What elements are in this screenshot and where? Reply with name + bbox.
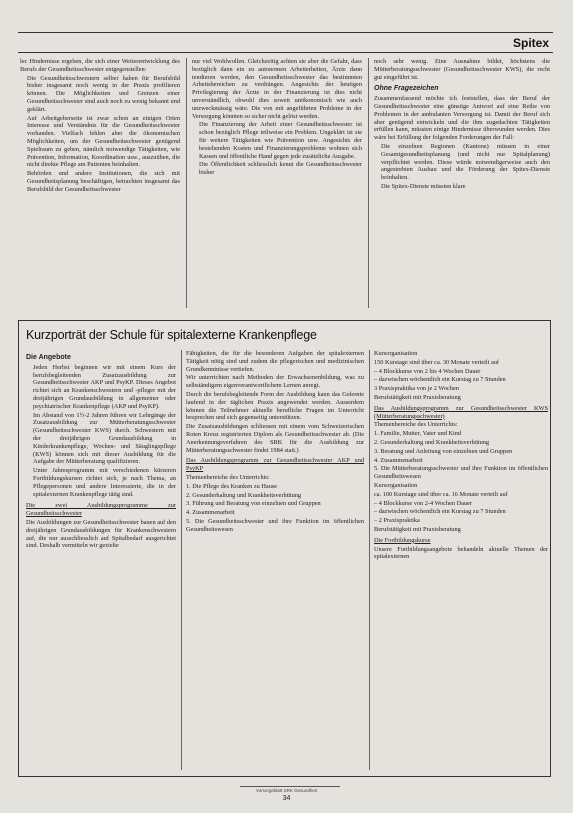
article-column-2 (192, 58, 362, 310)
list-item: – dazwischen wöchentlich ein Kurstag zu 7 Stunden (374, 376, 506, 384)
paragraph: noch sehr wenig. Eine Ausnahme bildet, höchstens die Mütterberatungsschwester (Gesundheitsschwester KWS), die recht gut eingeführt ist. (374, 58, 550, 81)
list-item: • Die Gesundheitsschwestern selber haben für Berufsbild bisher insgesamt noch wenig in der Praxis profilieren können. Die Möglichkeiten und Grenzen einer Gesundheitsschwester sind auch noch zu wenig bekannt und geklärt. (27, 75, 180, 114)
paragraph: Wir unterrichten nach Methoden der Erwachsenenbildung, was zu selbständigem eigenverantwortlichem Lernen anregt. (186, 374, 364, 390)
paragraph: Durch die berufsbegleitende Form der Ausbildung kann das Gelernte laufend in der täglichen Praxis angewendet werden. Ausserdem können die Teilnehmer aktuelle berufliche Fragen im Unterricht besprechen und sich gegenseitig unterstützen. (186, 390, 364, 422)
list-item: – dazwischen wöchentlich ein Kurstag zu 7 Stunden (374, 508, 506, 516)
list-item: • Im Abstand von 1½-2 Jahren führen wir Lehrgänge der Zusatzausbildung zur Mütterberatungsschwester (Gesundheitsschwester KWS) durch. Schwestern mit der dreijährigen Grundausbildung in Kinderkrankenpflege, Wochen- und Säuglingspflege (KWS) können sich mit dieser Ausbildung für die Aufgabe der Mütterberatung qualifizieren. (33, 412, 176, 467)
bullet-list (374, 143, 550, 191)
list-item: – 4 Blockkurse von 2 bis 4 Wochen Dauer (374, 367, 481, 375)
list-item: – 4 Blockkurse von 2-4 Wochen Dauer (374, 499, 473, 507)
box-column-2 (186, 350, 364, 770)
box-title: Kurzporträt der Schule für spitalexterne Krankenpflege (26, 328, 317, 342)
subheading: Das Ausbildungsprogramm zur Gesundheitsschwester KWS (Mütterberatungsschwester) (374, 404, 548, 420)
paragraph: Unsere Fortbildungsangebote behandeln aktuelle Themen der spitalexternen (374, 545, 548, 561)
bullet-list (20, 75, 180, 194)
footer-rule (240, 786, 340, 787)
column-divider (181, 350, 182, 770)
list-item: 2. Gesunderhaltung und Krankheitsverhütung (374, 438, 490, 446)
list-item: – 2 Praxispraktika (374, 517, 420, 525)
subheading: Das Ausbildungsprogramm zur Gesundheitsschwester AKP und PsyKP (186, 457, 364, 473)
list-item: 1. Die Pflege des Kranken zu Hause (186, 482, 278, 490)
paragraph: Die Ausbildungen zur Gesundheitsschwester bauen auf den dreijährigen Grundausbildungen für Krankenschwestern auf, die nur ausschliesslich auf Spitalbedarf ausgerichtet sind. Deshalb vermitteln wir gezielte (26, 518, 176, 550)
list-item: • Jeden Herbst beginnen wir mit einem Kurs der berufsbegleitenden Zusatzausbildung zur Gesundheitsschwester AKP und PsyKP. Dieses Angebot richtet sich an Krankenschwestern und -pfleger mit der dreijährigen Grundausbildung in allgemeiner oder psychiatrischer Krankenpflege (AKP und PsyKP). (33, 364, 176, 411)
footer-note: Vorsorgeblatt SRK Gesundheit (255, 788, 318, 793)
list-item: 5. Die Mütterberatungsschwester und ihre Funktion im öffentlichen Gesundheitswesen (374, 465, 548, 481)
list-item: Berufstätigkeit mit Praxisberatung (374, 525, 461, 533)
list-item: • Die Öffentlichkeit schliesslich kennt die Gesundheitsschwester bisher (199, 161, 362, 177)
bullet-list (192, 121, 362, 177)
list-item: 1. Familie, Mutter, Vater und Kind (374, 430, 462, 438)
list-item: • Behörden und andere Institutionen, die sich mit Gesundheitsplanung beschäftigen, betrachten insgesamt das Berufsbild der Gesundheitsschwester (27, 170, 180, 193)
column-divider (368, 58, 369, 308)
bullet-list (26, 364, 176, 499)
list-item: • Die Spitex-Dienste müssten klare (381, 183, 550, 191)
subheading: Die zwei Ausbildungsprogramme zur Gesundheitsschwester (26, 502, 176, 518)
box-column-3 (374, 350, 548, 770)
column-divider (186, 58, 187, 308)
article-column-1 (20, 58, 180, 310)
list-item: 150 Kurstage sind über ca. 30 Monate verteilt auf (374, 358, 500, 366)
list-item: 3. Beratung und Anleitung von einzelnen und Gruppen (374, 447, 513, 455)
subheading: Die Fortbildungskurse (374, 536, 431, 544)
list-item: 3. Führung und Beratung von einzelnen und Gruppen (186, 500, 321, 508)
paragraph: Die Zusatzausbildungen schliessen mit einem vom Schweizerischen Roten Kreuz registrierten Diplom als Gesundheitsschwester ab. (Die Anerkennungsverfahren des SRK für die Ausbildung zur Mütterberatungsschwester findet 1984 statt.) (186, 423, 364, 454)
subheading: Ohne Fragezeichen (374, 85, 439, 93)
paragraph: nur viel Wohlwollen. Gleichzeitig achten sie aber die Gefahr, dass bezüglich dann ein zu autonomen Arbeiterheiten, Ärzte dann tendieren werden, den Gesundheitsschwester das bestimmten Arbeitsbereichen zu verdrängen. Angesichts der heutigen Privilegierung der Ärzte in der Finanzierung ist dies nicht unverständlich, obwohl dies soweit unökonomisch wie auch unzweckmässig wäre. Die von mit angeführten Probleme in der Versorgung könnten so sicher nicht gelöst werden. (192, 58, 362, 120)
list-item: 4. Zusammenarbeit (374, 456, 423, 464)
page-number: 34 (282, 795, 291, 802)
section-title: Spitex (512, 36, 549, 50)
paragraph: Themenbereiche des Unterrichts: (374, 421, 458, 429)
list-item: Kursorganisation (374, 350, 418, 357)
list-item: 2. Gesunderhaltung und Krankheitsverhütung (186, 491, 302, 499)
list-item: • Die einzelnen Regionen (Kantone) müssen in einer Gesamtgesundheitsplanung (und nicht nur Spitalplanung) verpflichtet werden. Diese würde notwendigerweise auch den angestrebten Ausbau und die Förderung der Spitex-Dienste beinhalten. (381, 143, 550, 182)
list-item: Kursorganisation (374, 481, 418, 489)
list-item: • Unter Jahresprogramm mit verschiedenen kürzeren Fortbildungskursen richtet sich, je nach Thema, an Pflegepersonen und andere Interessierte, die in der spitalexternen Krankenpflege tätig sind. (33, 467, 176, 498)
paragraph: Fähigkeiten, die für die besonderen Aufgaben der spitalexternen Tätigkeit nötig sind und zudem die pflegerischen und medizinischen Grundkenntnisse vertiefen. (186, 350, 364, 373)
article-column-3 (374, 58, 550, 310)
paragraph: Zusammenfassend möchte ich feststellen, dass der Beruf der Gesundheitsschwester eine günstige Antwort auf eine Reihe von Problemen in der ambulanten Versorgung ist. Damit der Beruf sich aber genügend entwickeln und die ihm zugedachten Tätigkeiten erfüllen kann, müssten einige Hindernisse überwunden werden. Dies wäre bei Erfüllung der folgenden Forderungen der Fall: (374, 95, 550, 142)
paragraph: lec Hindernisse ergeben, die sich einer Weiterentwicklung des Berufs der Gesundheitsschwester entgegenstellen: (20, 58, 180, 73)
header-rule (18, 32, 553, 33)
header-rule-bottom (18, 52, 553, 53)
list-item: 4. Zusammenarbeit (186, 509, 235, 517)
column-divider (369, 350, 370, 770)
list-item: 5. Die Gesundheitsschwester und ihre Funktion im öffentlichen Gesundheitswesen (186, 517, 364, 533)
subheading: Die Angebote (26, 354, 71, 361)
list-item: ca. 100 Kurstage sind über ca. 16 Monate verteilt auf (374, 490, 508, 498)
box-column-1 (26, 350, 176, 770)
list-item: • Auf Arbeitgeberseite ist zwar schon an einigen Orten Interesse und Verständnis für die Gesundheitsschwester vorhanden. Vielfach fehlen aber die ökonomischen Möglichkeiten, um der Gesundheitsschwester genügend Spielraum zu geben, nämlich notwendige Tätigkeiten, wie Prävention, Information, Koordination usw., auszuüben, die nicht direkte Pflege am Patienten beinhalten. (27, 115, 180, 170)
list-item: 3 Praxispraktika von je 2 Wochen (374, 385, 459, 393)
list-item: Berufstätigkeit mit Praxisberatung (374, 393, 461, 401)
list-item: • Die Finanzierung der Arbeit einer Gesundheitsschwester ist schon bezüglich Pflege teilweise ein Problem. Ungeklärt ist sie für weitere Tätigkeiten wie Prävention usw. Angesichts der bestehenden Kosten und Finanzierungsprobleme wohnen sich Kassen und öffentliche Hand gegen jede zusätzliche Ausgabe. (199, 121, 362, 160)
paragraph: Themenbereiche des Unterrichts: (186, 473, 270, 481)
